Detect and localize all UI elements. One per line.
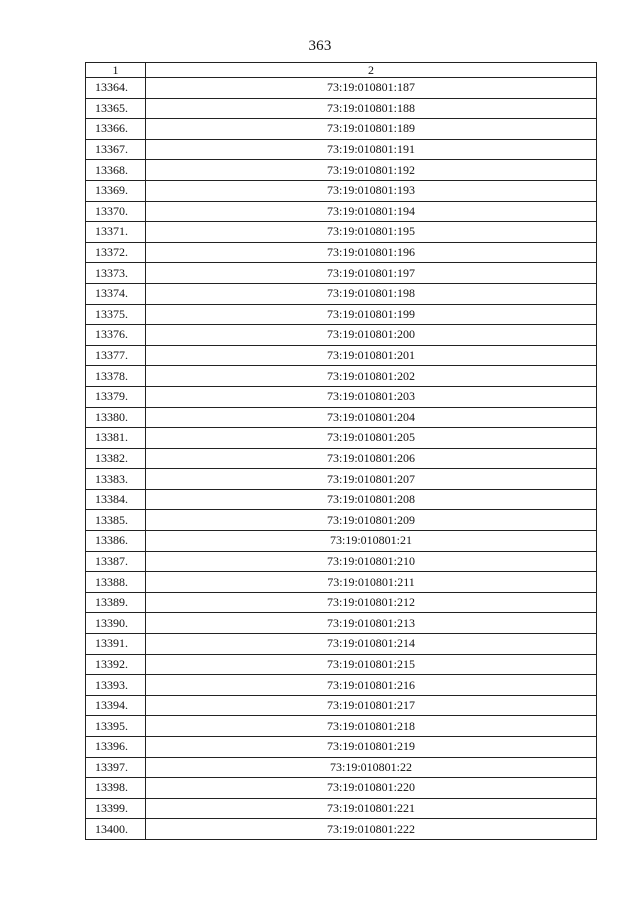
column-header-1: 1: [86, 63, 146, 78]
table-row: [86, 592, 597, 613]
table-row: [86, 551, 597, 572]
row-number-cell: 13366.: [86, 119, 146, 140]
table-row: [86, 119, 597, 140]
table-row: [86, 180, 597, 201]
table-row: [86, 366, 597, 387]
table-row: [86, 78, 597, 99]
row-number-cell: 13374.: [86, 283, 146, 304]
table-row: [86, 407, 597, 428]
row-number-cell: 13373.: [86, 263, 146, 284]
cadastral-number-cell: 73:19:010801:221: [146, 798, 597, 819]
table-row: [86, 242, 597, 263]
table-row: [86, 613, 597, 634]
column-header-2: 2: [146, 63, 597, 78]
row-number-cell: 13392.: [86, 654, 146, 675]
cadastral-number-cell: 73:19:010801:197: [146, 263, 597, 284]
table-row: [86, 716, 597, 737]
cadastral-number-cell: 73:19:010801:201: [146, 345, 597, 366]
cadastral-number-cell: 73:19:010801:200: [146, 325, 597, 346]
row-number-cell: 13397.: [86, 757, 146, 778]
row-number-cell: 13386.: [86, 531, 146, 552]
row-number-cell: 13372.: [86, 242, 146, 263]
table-row: [86, 263, 597, 284]
cadastral-number-cell: 73:19:010801:194: [146, 201, 597, 222]
table-row: [86, 386, 597, 407]
table-row: [86, 531, 597, 552]
table-row: [86, 757, 597, 778]
row-number-cell: 13378.: [86, 366, 146, 387]
cadastral-number-cell: 73:19:010801:191: [146, 139, 597, 160]
cadastral-number-cell: 73:19:010801:198: [146, 283, 597, 304]
table-row: [86, 428, 597, 449]
cadastral-number-cell: 73:19:010801:209: [146, 510, 597, 531]
table-row: [86, 778, 597, 799]
page-number: 363: [308, 38, 332, 54]
table-row: [86, 819, 597, 840]
table-row: [86, 345, 597, 366]
cadastral-number-cell: 73:19:010801:210: [146, 551, 597, 572]
row-number-cell: 13377.: [86, 345, 146, 366]
row-number-cell: 13383.: [86, 469, 146, 490]
row-number-cell: 13398.: [86, 778, 146, 799]
table-row: [86, 510, 597, 531]
row-number-cell: 13368.: [86, 160, 146, 181]
table-row: [86, 304, 597, 325]
cadastral-number-cell: 73:19:010801:222: [146, 819, 597, 840]
table-row: [86, 654, 597, 675]
row-number-cell: 13364.: [86, 78, 146, 99]
cadastral-number-cell: 73:19:010801:192: [146, 160, 597, 181]
header-row: [86, 63, 597, 78]
row-number-cell: 13394.: [86, 695, 146, 716]
table-header: [86, 63, 597, 78]
table-row: [86, 222, 597, 243]
table-row: [86, 634, 597, 655]
table-row: [86, 283, 597, 304]
table-row: [86, 448, 597, 469]
cadastral-number-cell: 73:19:010801:205: [146, 428, 597, 449]
row-number-cell: 13396.: [86, 737, 146, 758]
cadastral-number-cell: 73:19:010801:21: [146, 531, 597, 552]
cadastral-number-cell: 73:19:010801:193: [146, 180, 597, 201]
table-row: [86, 139, 597, 160]
cadastral-number-cell: 73:19:010801:208: [146, 489, 597, 510]
cadastral-number-cell: 73:19:010801:188: [146, 98, 597, 119]
register-table: [85, 62, 597, 840]
cadastral-number-cell: 73:19:010801:212: [146, 592, 597, 613]
row-number-cell: 13384.: [86, 489, 146, 510]
row-number-cell: 13380.: [86, 407, 146, 428]
row-number-cell: 13381.: [86, 428, 146, 449]
table-row: [86, 737, 597, 758]
row-number-cell: 13382.: [86, 448, 146, 469]
cadastral-number-cell: 73:19:010801:187: [146, 78, 597, 99]
cadastral-number-cell: 73:19:010801:216: [146, 675, 597, 696]
cadastral-number-cell: 73:19:010801:196: [146, 242, 597, 263]
row-number-cell: 13367.: [86, 139, 146, 160]
table-row: [86, 325, 597, 346]
cadastral-number-cell: 73:19:010801:211: [146, 572, 597, 593]
cadastral-number-cell: 73:19:010801:215: [146, 654, 597, 675]
row-number-cell: 13370.: [86, 201, 146, 222]
table-row: [86, 675, 597, 696]
cadastral-number-cell: 73:19:010801:213: [146, 613, 597, 634]
row-number-cell: 13390.: [86, 613, 146, 634]
cadastral-number-cell: 73:19:010801:202: [146, 366, 597, 387]
row-number-cell: 13379.: [86, 386, 146, 407]
table-row: [86, 798, 597, 819]
table-row: [86, 98, 597, 119]
cadastral-number-cell: 73:19:010801:203: [146, 386, 597, 407]
row-number-cell: 13399.: [86, 798, 146, 819]
row-number-cell: 13391.: [86, 634, 146, 655]
table-row: [86, 572, 597, 593]
table-row: [86, 201, 597, 222]
row-number-cell: 13395.: [86, 716, 146, 737]
cadastral-number-cell: 73:19:010801:195: [146, 222, 597, 243]
cadastral-number-cell: 73:19:010801:219: [146, 737, 597, 758]
row-number-cell: 13388.: [86, 572, 146, 593]
table-row: [86, 160, 597, 181]
cadastral-number-cell: 73:19:010801:206: [146, 448, 597, 469]
cadastral-number-cell: 73:19:010801:189: [146, 119, 597, 140]
cadastral-number-cell: 73:19:010801:214: [146, 634, 597, 655]
cadastral-number-cell: 73:19:010801:204: [146, 407, 597, 428]
row-number-cell: 13389.: [86, 592, 146, 613]
row-number-cell: 13400.: [86, 819, 146, 840]
cadastral-number-cell: 73:19:010801:207: [146, 469, 597, 490]
cadastral-number-cell: 73:19:010801:22: [146, 757, 597, 778]
cadastral-number-cell: 73:19:010801:199: [146, 304, 597, 325]
row-number-cell: 13365.: [86, 98, 146, 119]
cadastral-number-cell: 73:19:010801:218: [146, 716, 597, 737]
cadastral-number-cell: 73:19:010801:217: [146, 695, 597, 716]
table-body: [86, 78, 597, 840]
row-number-cell: 13387.: [86, 551, 146, 572]
row-number-cell: 13371.: [86, 222, 146, 243]
table-row: [86, 469, 597, 490]
row-number-cell: 13376.: [86, 325, 146, 346]
table-row: [86, 489, 597, 510]
row-number-cell: 13369.: [86, 180, 146, 201]
cadastral-number-cell: 73:19:010801:220: [146, 778, 597, 799]
table-row: [86, 695, 597, 716]
row-number-cell: 13393.: [86, 675, 146, 696]
row-number-cell: 13385.: [86, 510, 146, 531]
row-number-cell: 13375.: [86, 304, 146, 325]
